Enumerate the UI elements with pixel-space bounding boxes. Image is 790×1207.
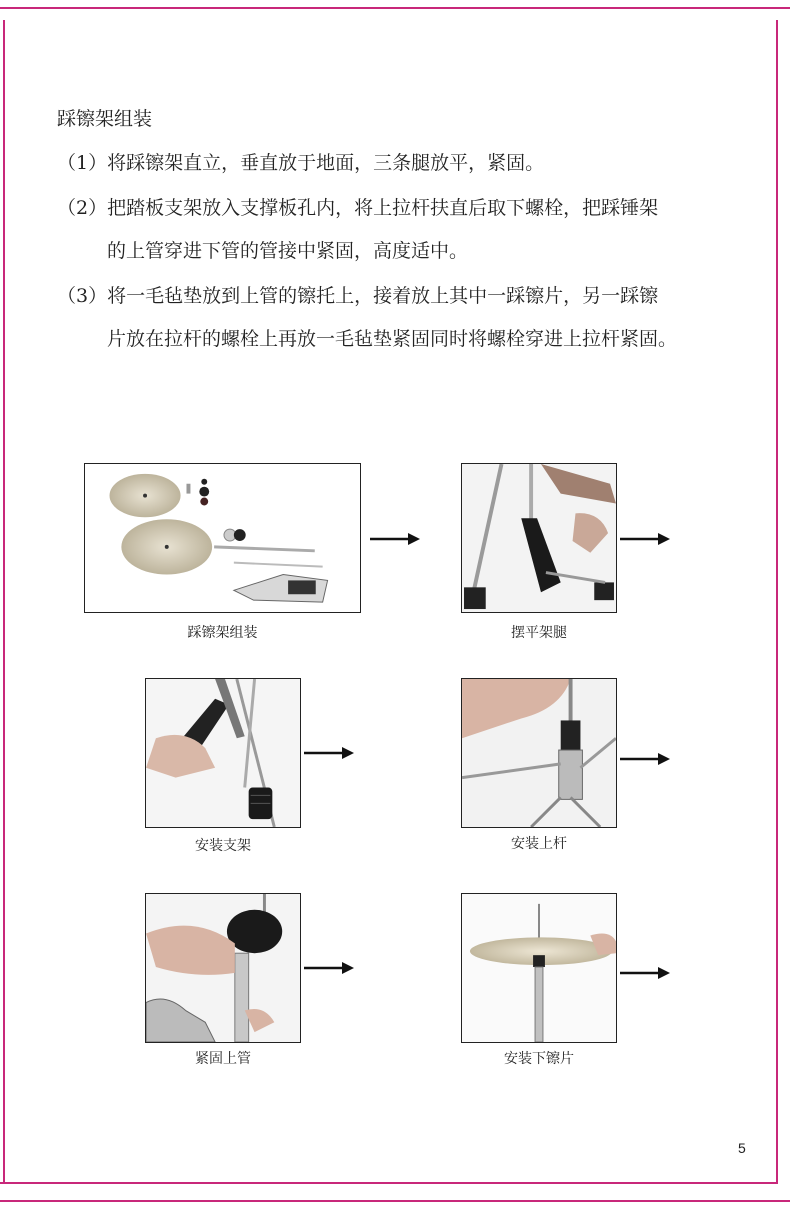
bottom-border-lower — [0, 1200, 790, 1202]
figure-caption: 安装下镲片 — [504, 1051, 574, 1067]
page-number: 5 — [738, 1140, 746, 1156]
right-border — [776, 20, 778, 1182]
step-3-line-1: （3）将一毛毡垫放到上管的镲托上，接着放上其中一踩镲片，另一踩镲 — [57, 285, 659, 307]
figure-caption: 安装上杆 — [511, 836, 567, 852]
install-bottom-cymbal-photo — [461, 893, 617, 1043]
section-heading: 踩镲架组装 — [57, 108, 153, 130]
step-3-line-2: 片放在拉杆的螺栓上再放一毛毡垫紧固同时将螺栓穿进上拉杆紧固。 — [107, 328, 678, 350]
step-1-line-1: （1）将踩镲架直立，垂直放于地面，三条腿放平，紧固。 — [57, 152, 545, 174]
hihat-parts-photo — [84, 463, 361, 613]
figure-caption: 踩镲架组装 — [187, 625, 258, 641]
tighten-upper-tube-photo — [145, 893, 301, 1043]
bottom-border-upper — [0, 1182, 778, 1184]
install-upper-rod-photo — [461, 678, 617, 828]
figure-caption: 摆平架腿 — [511, 625, 567, 641]
step-2-line-1: （2）把踏板支架放入支撑板孔内，将上拉杆扶直后取下螺栓，把踩锤架 — [57, 197, 659, 219]
arrow-right-icon — [370, 532, 420, 546]
arrow-right-icon — [304, 961, 354, 975]
arrow-right-icon — [304, 746, 354, 760]
arrow-right-icon — [620, 752, 670, 766]
install-bracket-photo — [145, 678, 301, 828]
arrow-right-icon — [620, 966, 670, 980]
leveling-legs-photo — [461, 463, 617, 613]
step-2-line-2: 的上管穿进下管的管接中紧固，高度适中。 — [107, 240, 469, 262]
arrow-right-icon — [620, 532, 670, 546]
top-border — [0, 7, 790, 9]
figure-caption: 紧固上管 — [195, 1051, 251, 1067]
figure-caption: 安装支架 — [195, 838, 251, 854]
left-border — [3, 20, 5, 1182]
